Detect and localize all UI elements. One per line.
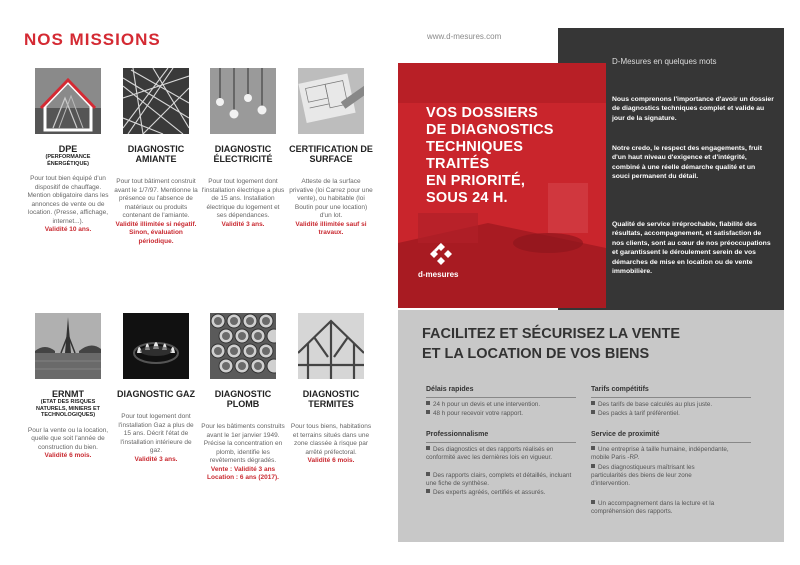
list-item-text: Des packs à tarif préférentiel. [598, 410, 680, 417]
hero-line: SOUS 24 H. [426, 190, 508, 206]
section-divider [591, 442, 751, 443]
hero-line: DE DIAGNOSTICS [426, 122, 554, 138]
panel-paragraph: Qualité de service irréprochable, fiabilité des résultats, accompagnement, et satisfaction de nos clients, sont au cœur de nos préoccupations et garantissent le déroulement serein de vos démarches de mise en location ou de vente immobilière. [612, 221, 771, 276]
card-validity: Validité 6 mois. [307, 457, 355, 464]
list-item [591, 500, 731, 516]
card-title: DIAGNOSTIC TERMITES [302, 389, 360, 409]
list-item [426, 489, 581, 497]
list-item-text: Un accompagnement dans la lecture et la compréhension des rapports. [591, 500, 715, 516]
gas-flame-icon [123, 313, 189, 379]
list-item [591, 464, 731, 489]
hero-line: TRAITÉS [426, 156, 490, 172]
card-subtitle: (PERFORMANCE ÉNERGÉTIQUE) [45, 154, 91, 167]
bullet-square-icon [591, 401, 595, 405]
list-item-text: Une entreprise à taille humaine, indépendante, mobile Paris -RP. [591, 446, 729, 462]
flooded-paris-icon [35, 313, 101, 379]
list-item [426, 446, 581, 462]
asbestos-fibers-icon [123, 68, 189, 134]
section-divider [591, 397, 751, 398]
mission-card-termites [289, 313, 373, 466]
bullet-square-icon [426, 489, 430, 493]
card-validity: Validité 6 mois. [44, 452, 92, 459]
hero-line: EN PRIORITÉ, [426, 173, 526, 189]
section-title: Délais rapides [426, 386, 474, 393]
list-item [426, 410, 586, 418]
panel-heading: D-Mesures en quelques mots [612, 57, 717, 66]
card-validity: Vente : Validité 3 ans Location : 6 ans (2017). [207, 465, 279, 481]
bullet-square-icon [426, 446, 430, 450]
card-body: Pour tout logement dont l'installation Gaz a plus de 15 ans. Décrit l'état de l'installation intérieure de gaz. [118, 413, 194, 454]
bullet-square-icon [426, 472, 430, 476]
list-item [426, 401, 586, 409]
benefits-title-line: ET LA LOCATION DE VOS BIENS [422, 346, 650, 362]
mission-card-surface [289, 68, 373, 238]
card-body: Pour les bâtiments construits avant le 1er janvier 1949. Précise la concentration en plomb, identifie les revêtements dégradés. [201, 423, 285, 464]
list-item [591, 446, 731, 462]
card-validity: Validité illimitée sauf si travaux. [295, 220, 367, 236]
card-body: Pour tout bien équipé d'un dispositif de chauffage. Mention obligatoire dans les annonces de vente ou de location. (Presse, affichage, internet...). [27, 175, 109, 225]
card-body: Pour tout bâtiment construit avant le 1/7/97. Mentionne la présence ou l'absence de matériaux ou produits contenant de l'amiante. [114, 178, 198, 219]
section-divider [426, 442, 576, 443]
mission-card-electricite [201, 68, 285, 229]
website-url: www.d-mesures.com [427, 32, 502, 41]
section-title: Professionnalisme [426, 431, 489, 438]
list-item-text: Des rapports clairs, complets et détaillés, incluant une fiche de synthèse. [426, 472, 572, 488]
list-item [591, 401, 766, 409]
list-item-text: Des diagnostics et des rapports réalisés en conformité avec les dernières lois en vigueur. [426, 446, 554, 462]
list-item-text: Des diagnostiqueurs maîtrisant les particularités des biens de leur zone d'intervention. [591, 464, 695, 488]
panel-paragraph: Notre credo, le respect des engagements, fruit d'un haut niveau d'exigence et d'intégrité, combiné à une réelle démarche qualité et un souci permanent du détail. [612, 145, 762, 181]
bullet-square-icon [426, 410, 430, 414]
mission-card-amiante [114, 68, 198, 246]
bullet-square-icon [591, 464, 595, 468]
card-body: Pour tous biens, habitations et terrains situés dans une zone classée à risque par arrêté préfectoral. [290, 423, 372, 456]
card-subtitle: (ETAT DES RISQUES NATURELS, MINIERS ET TECHNOLOGIQUES) [35, 399, 101, 418]
list-item-text: Des tarifs de base calculés au plus juste. [598, 401, 713, 408]
card-body: Atteste de la surface privative (loi Carrez pour une vente), ou habitable (loi Boutin pour une location) d'un lot. [289, 178, 373, 219]
mission-card-gaz [114, 313, 198, 464]
card-title: DIAGNOSTIC ÉLECTRICITÉ [213, 144, 273, 164]
card-title: DIAGNOSTIC GAZ [117, 389, 195, 399]
card-title: DPE [58, 144, 78, 154]
card-title: DIAGNOSTIC PLOMB [214, 389, 272, 409]
card-body: Pour tout logement dont l'installation électrique a plus de 15 ans. Installation électrique du logement et ses dépendances. [201, 178, 285, 219]
list-item-text: 48 h pour recevoir votre rapport. [433, 410, 523, 417]
bullet-square-icon [591, 446, 595, 450]
section-title: Tarifs compétitifs [591, 386, 649, 393]
card-validity: Validité illimitée si négatif. Sinon, évaluation périodique. [115, 220, 197, 245]
section-divider [426, 397, 576, 398]
card-body: Pour la vente ou la location, quelle que soit l'année de construction du bien. [27, 426, 109, 451]
mission-card-ernmt [26, 313, 110, 461]
bullet-square-icon [591, 500, 595, 504]
mission-card-plomb [201, 313, 285, 483]
card-title: ERNMT [52, 389, 84, 399]
house-energy-icon [35, 68, 101, 134]
hero-line: TECHNIQUES [426, 139, 524, 155]
mission-card-dpe [26, 68, 110, 235]
card-title: DIAGNOSTIC AMIANTE [127, 144, 185, 164]
list-item-text: 24 h pour un devis et une intervention. [433, 401, 541, 408]
benefits-title-line: FACILITEZ ET SÉCURISEZ LA VENTE [422, 326, 681, 342]
panel-paragraph: Nous comprenons l'importance d'avoir un dossier de diagnostics techniques complet et valide au jour de la signature. [612, 96, 774, 122]
logo-text: d-mesures [418, 270, 459, 279]
lead-pipes-icon [210, 313, 276, 379]
wood-frame-icon [298, 313, 364, 379]
missions-title: NOS MISSIONS [24, 30, 161, 49]
card-title: CERTIFICATION DE SURFACE [289, 144, 373, 164]
card-validity: Validité 3 ans. [134, 455, 178, 463]
list-item [426, 472, 581, 488]
list-item-text: Des experts agréés, certifiés et assurés. [433, 489, 546, 496]
bullet-square-icon [591, 410, 595, 414]
card-validity: Validité 10 ans. [44, 226, 92, 233]
card-validity: Validité 3 ans. [221, 220, 265, 228]
bullet-square-icon [426, 401, 430, 405]
hero-line: VOS DOSSIERS [426, 105, 538, 121]
list-item [591, 410, 766, 418]
light-bulbs-icon [210, 68, 276, 134]
section-title: Service de proximité [591, 431, 660, 438]
blueprint-icon [298, 68, 364, 134]
